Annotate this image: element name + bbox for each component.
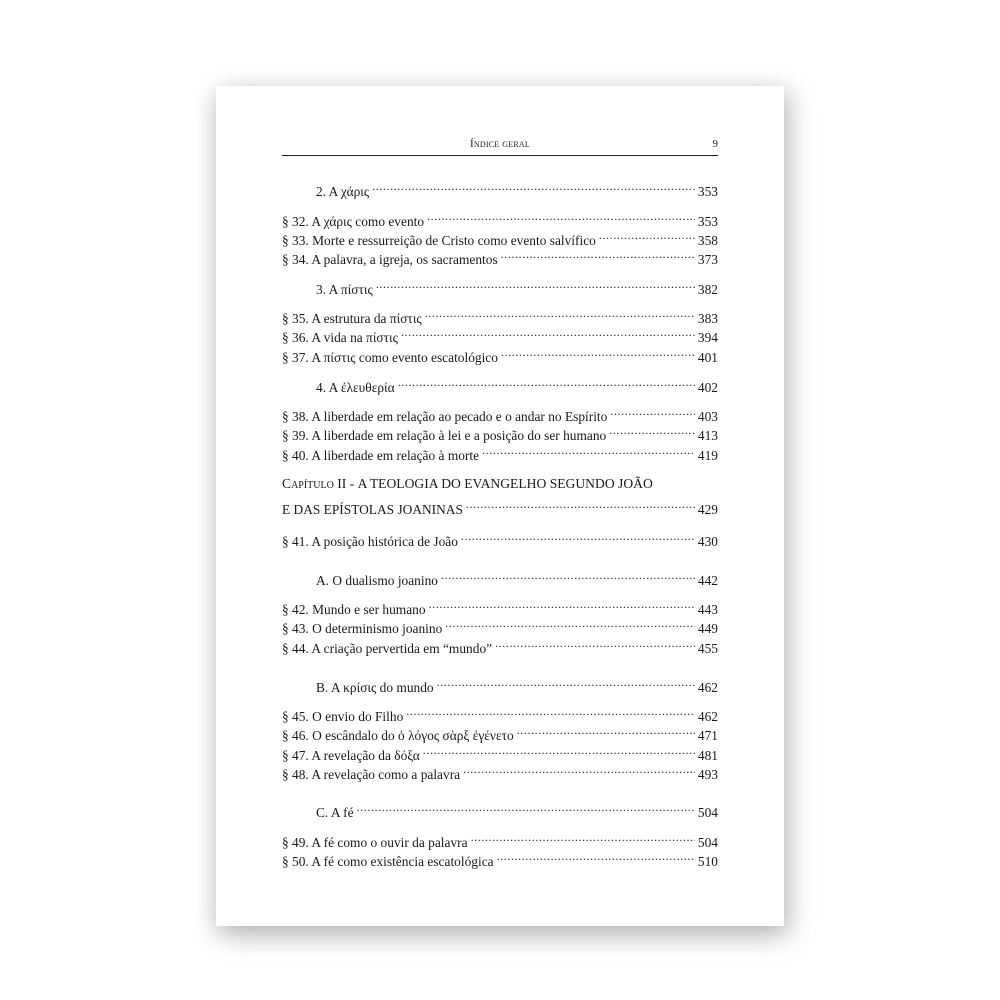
dot-leader [463,759,695,779]
toc-entry [282,720,718,743]
entry-page: 394 [697,330,718,345]
entry-label: § 35. A estrutura da πίστις [282,311,422,326]
chapter-title-line2: E DAS EPÍSTOLAS JOANINAS [282,502,463,517]
dot-leader [406,701,695,721]
dot-leader [441,565,695,585]
entry-label: § 37. A πίστις como evento escatológico [282,350,498,365]
entry-page: 383 [697,311,718,326]
book-page [216,86,784,926]
entry-page: 471 [697,728,718,743]
chapter-page: 429 [697,502,718,517]
entry-page: 403 [697,409,718,424]
toc-entry [282,759,718,782]
entry-label: § 47. A revelação da δόξα [282,748,420,763]
toc-entry [282,303,718,326]
dot-leader [372,176,695,196]
chapter-title-line1: A TEOLOGIA DO EVANGELHO SEGUNDO JOÃO [357,476,653,491]
dot-leader [429,594,695,614]
entry-page: 353 [697,184,718,199]
entry-label: § 39. A liberdade em relação à lei e a posição do ser humano [282,428,607,443]
dot-leader [599,225,695,245]
toc-entry [282,225,718,248]
toc-subsection [282,797,718,820]
dot-leader [423,740,695,760]
dot-leader [425,303,695,323]
dot-leader [376,274,695,294]
dot-leader [501,342,695,362]
entry-page: 430 [697,534,718,549]
toc-entry [282,342,718,365]
entry-label: § 42. Mundo e ser humano [282,602,426,617]
dot-leader [437,672,695,692]
entry-label: § 41. A posição histórica de João [282,534,458,549]
toc-subsection [282,372,718,395]
toc-entry [282,420,718,443]
table-of-contents [282,86,718,926]
chapter-heading-line2 [282,494,718,517]
entry-label: § 45. O envio do Filho [282,709,404,724]
entry-label: § 44. A criação pervertida em “mundo” [282,641,493,656]
entry-page: 358 [697,233,718,248]
entry-page: 449 [697,621,718,636]
entry-label: § 43. O determinismo joanino [282,621,443,636]
entry-label: 3. A πίστις [316,282,373,297]
page-number: 9 [712,138,718,150]
entry-page: 413 [697,428,718,443]
entry-label: § 33. Morte e ressurreição de Cristo como evento salvífico [282,233,596,248]
entry-label: A. O dualismo joanino [316,573,438,588]
dot-leader [471,827,695,847]
entry-label: § 49. A fé como o ouvir da palavra [282,835,468,850]
entry-label: § 36. A vida na πίστις [282,330,398,345]
entry-page: 353 [697,214,718,229]
chapter-heading-line1 [282,474,718,494]
dot-leader [398,372,695,392]
entry-page: 419 [697,448,718,463]
entry-label: C. A fé [316,805,354,820]
entry-page: 493 [697,767,718,782]
dot-leader [497,846,695,866]
entry-label: § 50. A fé como existência escatológica [282,854,494,869]
toc-entry [282,206,718,229]
chapter-prefix: Capítulo II - [282,476,358,491]
entry-page: 462 [697,680,718,695]
toc-entry [282,526,718,549]
dot-leader [466,494,695,514]
dot-leader [357,797,695,817]
toc-entry [282,633,718,656]
entry-page: 401 [697,350,718,365]
dot-leader [427,206,695,226]
toc-entry [282,846,718,869]
toc-entry [282,701,718,724]
entry-page: 443 [697,602,718,617]
entry-page: 462 [697,709,718,724]
toc-entry [282,440,718,463]
entry-label: B. A κρίσις do mundo [316,680,434,695]
entry-label: § 40. A liberdade em relação à morte [282,448,480,463]
dot-leader [495,633,695,653]
running-head-title: Índice geral [470,138,530,150]
entry-page: 373 [697,252,718,267]
entry-page: 382 [697,282,718,297]
toc-subsection [282,672,718,695]
dot-leader [609,420,695,440]
dot-leader [501,244,695,264]
dot-leader [461,526,695,546]
toc-entry [282,740,718,763]
entry-label: 4. A ἐλευθερία [316,380,395,395]
entry-page: 442 [697,573,718,588]
toc-subsection [282,565,718,588]
entry-page: 504 [697,835,718,850]
toc-entry [282,322,718,345]
entry-page: 481 [697,748,718,763]
entry-label: § 46. O escândalo do ὁ λόγος σὰρξ ἐγένετο [282,728,514,743]
toc-entry [282,594,718,617]
entry-label: § 38. A liberdade em relação ao pecado e o andar no Espírito [282,409,608,424]
toc-entry [282,401,718,424]
dot-leader [401,322,695,342]
entry-label: 2. A χάρις [316,184,370,199]
dot-leader [610,401,695,421]
dot-leader [517,720,695,740]
entry-page: 402 [697,380,718,395]
toc-entry [282,827,718,850]
entry-label: § 48. A revelação como a palavra [282,767,461,782]
entry-page: 504 [697,805,718,820]
toc-entry [282,613,718,636]
entry-label: § 34. A palavra, a igreja, os sacramentos [282,252,498,267]
dot-leader [482,440,695,460]
entry-page: 455 [697,641,718,656]
entry-page: 510 [697,854,718,869]
toc-subsection [282,274,718,297]
toc-entry [282,244,718,267]
toc-subsection [282,176,718,199]
dot-leader [445,613,695,633]
entry-label: § 32. A χάρις como evento [282,214,425,229]
